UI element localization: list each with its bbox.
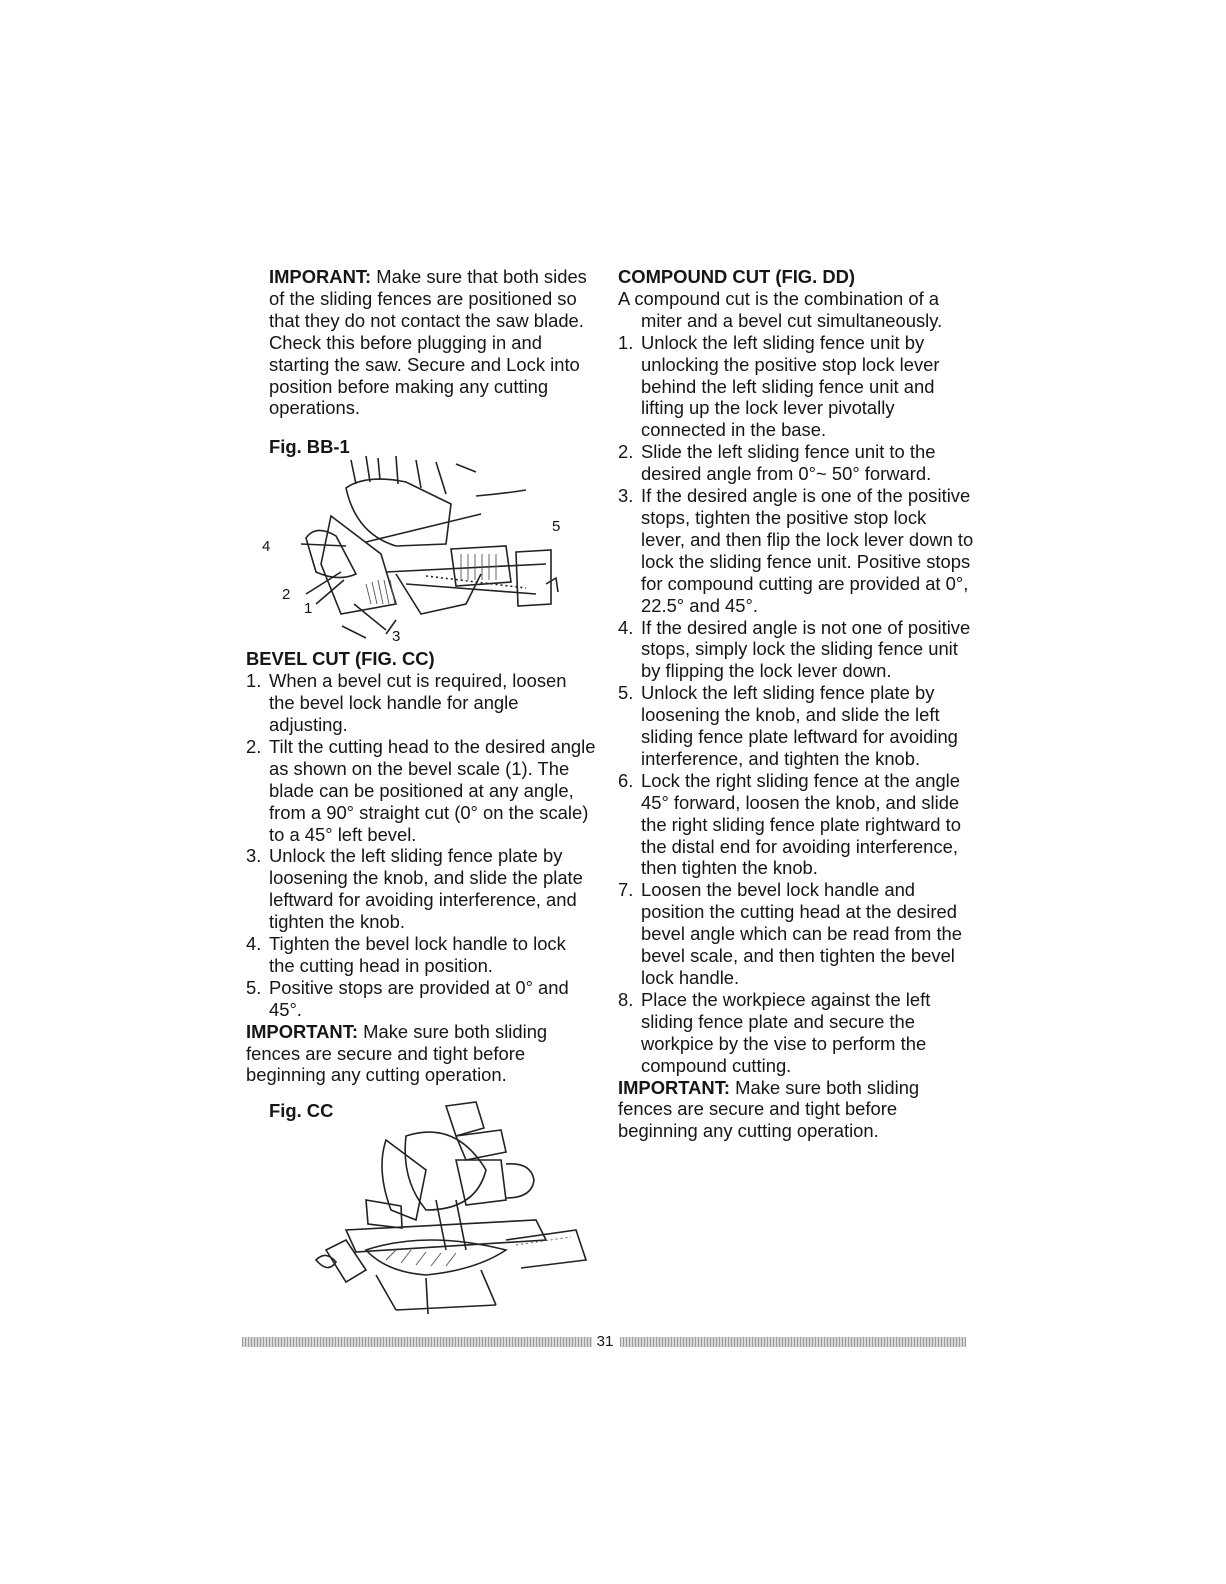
- callout-2: 2: [282, 586, 291, 604]
- step-number: 5.: [246, 976, 262, 998]
- callout-1: 1: [304, 600, 313, 618]
- compound-intro: A compound cut is the combination of a miter and a bevel cut simultaneously.: [618, 287, 943, 331]
- step-text: Tighten the bevel lock handle to lock the cutting head in position.: [269, 933, 566, 976]
- important-note-compound: [618, 1077, 974, 1143]
- bevel-cut-steps: [246, 670, 596, 1021]
- step-number: 7.: [618, 879, 634, 901]
- callout-4: 4: [262, 538, 271, 556]
- callout-3: 3: [392, 628, 401, 646]
- step-number: 2.: [618, 441, 634, 463]
- list-item: [246, 670, 596, 736]
- compound-cut-steps: [618, 332, 974, 1077]
- bevel-cut-title: BEVEL CUT (FIG. CC): [246, 648, 435, 670]
- list-item: [246, 977, 596, 1021]
- step-number: 1.: [246, 670, 262, 692]
- list-item: [618, 441, 974, 485]
- list-item: [618, 770, 974, 880]
- page-number: 31: [596, 1333, 614, 1350]
- list-item: [618, 682, 974, 770]
- compound-cut-title: COMPOUND CUT (FIG. DD): [618, 266, 856, 287]
- miter-saw-bevel-drawing: [306, 1100, 626, 1318]
- step-text: Lock the right sliding fence at the angle 45° forward, loosen the knob, and slide the right sliding fence plate rightward to the distal end for avoiding interference, then tighten the knob.: [641, 769, 961, 879]
- footer-rule-left: [242, 1337, 592, 1347]
- important-label: IMPORANT:: [269, 266, 372, 287]
- important-text: Make sure both sliding fences are secure and tight before beginning any cutting operation.: [618, 1076, 920, 1142]
- left-column: [246, 266, 596, 1318]
- step-text: If the desired angle is not one of positive stops, simply lock the sliding fence unit by flipping the lock lever down.: [641, 616, 971, 682]
- list-item: [246, 845, 596, 933]
- list-item: [618, 617, 974, 683]
- step-text: Loosen the bevel lock handle and position the cutting head at the desired bevel angle which can be read from the bevel scale, and then tighten the bevel lock handle.: [641, 879, 963, 988]
- step-text: Unlock the left sliding fence plate by loosening the knob, and slide the left sliding fence plate leftward for avoiding interference, and tighten the knob.: [641, 682, 958, 769]
- step-text: Positive stops are provided at 0° and 45°.: [269, 976, 569, 1020]
- fig-bb1-label: Fig. BB-1: [269, 436, 350, 458]
- important-note-bevel: [246, 1021, 596, 1087]
- important-note-top: [246, 266, 596, 419]
- fig-cc-illustration: [246, 1100, 596, 1318]
- important-label: IMPORTANT:: [618, 1076, 731, 1098]
- step-text: Unlock the left sliding fence plate by loosening the knob, and slide the plate leftward for avoiding interference, and tighten the knob.: [269, 845, 583, 933]
- list-item: [618, 332, 974, 442]
- step-number: 3.: [246, 845, 262, 867]
- list-item: [618, 989, 974, 1077]
- step-number: 2.: [246, 735, 262, 757]
- step-text: When a bevel cut is required, loosen the bevel lock handle for angle adjusting.: [269, 670, 567, 735]
- step-number: 4.: [618, 616, 634, 638]
- fig-bb1-illustration: [246, 454, 576, 644]
- step-text: Place the workpiece against the left sliding fence plate and secure the workpice by the vise to perform the compound cutting.: [641, 988, 931, 1076]
- footer-rule-right: [620, 1337, 966, 1347]
- list-item: [246, 933, 596, 977]
- list-item: [618, 879, 974, 989]
- step-number: 3.: [618, 485, 634, 507]
- important-text: Make sure that both sides of the sliding fences are positioned so that they do not contact the saw blade. Check this before plugging in and starting the saw. Secure and Lock into position before making any cutting operations.: [269, 266, 587, 419]
- step-text: Slide the left sliding fence unit to the desired angle from 0°~ 50° forward.: [641, 441, 936, 485]
- miter-saw-fence-drawing: [246, 454, 576, 644]
- important-text: Make sure both sliding fences are secure and tight before beginning any cutting operation.: [246, 1020, 548, 1086]
- callout-5: 5: [552, 518, 561, 536]
- step-number: 6.: [618, 769, 634, 791]
- list-item: [246, 736, 596, 846]
- right-column: [618, 266, 974, 1142]
- fig-cc-label: Fig. CC: [269, 1100, 334, 1122]
- step-text: Unlock the left sliding fence unit by unlocking the positive stop lock lever behind the left sliding fence unit and lifting up the lock lever pivotally connected in the base.: [641, 331, 940, 441]
- page-footer: [242, 1334, 966, 1350]
- list-item: [618, 485, 974, 616]
- step-text: If the desired angle is one of the positive stops, tighten the positive stop lock lever, and then flip the lock lever down to lock the sliding fence unit. Positive stops for compound cutting are provided at 0°, 22.5° and 45°.: [641, 485, 974, 616]
- step-number: 5.: [618, 682, 634, 704]
- step-text: Tilt the cutting head to the desired angle as shown on the bevel scale (1). The blade can be positioned at any angle, from a 90° straight cut (0° on the scale) to a 45° left bevel.: [269, 735, 596, 845]
- step-number: 8.: [618, 988, 634, 1010]
- step-number: 4.: [246, 933, 262, 955]
- step-number: 1.: [618, 331, 634, 353]
- important-label: IMPORTANT:: [246, 1020, 359, 1042]
